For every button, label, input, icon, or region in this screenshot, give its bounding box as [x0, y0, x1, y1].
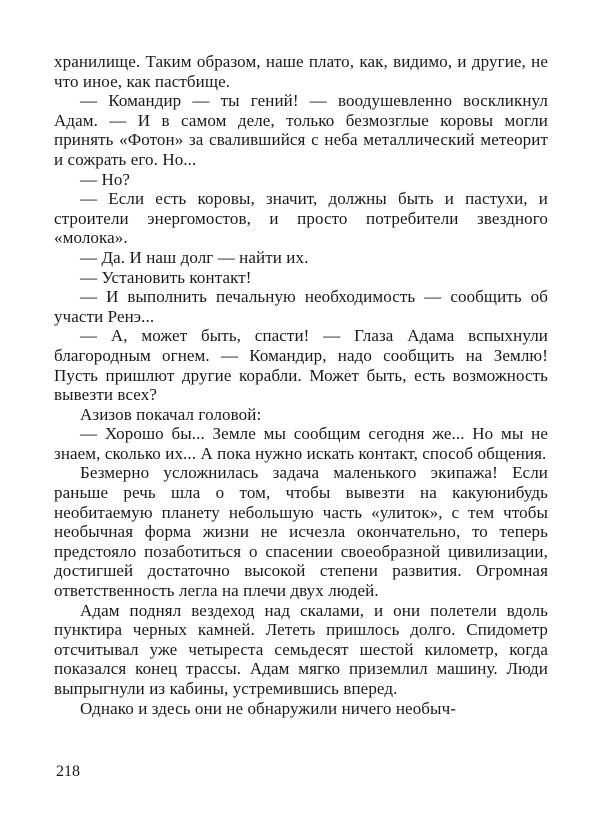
paragraph: Азизов покачал головой: [80, 404, 262, 424]
paragraph: Однако и здесь они не обнаружили ничего необыч- [80, 698, 456, 718]
paragraph: — Установить контакт! [80, 267, 252, 287]
paragraph: — И выполнить печальную необходимость — сообщить об участи Ренэ... [54, 287, 548, 326]
paragraph: — Командир — ты гений! — воодушевленно воскликнул Адам. — И в самом деле, только безмозглые коровы могли принять «Фотон» за свалившийся с неба металлический метеорит и сожрать его. Но... [54, 91, 548, 169]
paragraph: — А, может быть, спасти! — Глаза Адама вспыхнули благородным огнем. — Командир, надо сообщить на Землю! Пусть пришлют другие корабли. Может быть, есть возможность вывезти всех? [54, 326, 548, 405]
paragraph: Безмерно усложнилась задача маленького экипажа! Если раньше речь шла о том, чтобы вывезти на какуюнибудь необитаемую планету небольшую часть «улиток», с тем чтобы необычная форма жизни не исчезла окончательно, то теперь предстояло позаботиться о спасении своеобразной цивилизации, достигшей достаточно высокой степени развития. Огромная ответственность легла на плечи двух людей. [54, 463, 548, 601]
paragraph: — Если есть коровы, значит, должны быть и пастухи, и строители энергомостов, и просто потребители звездного «молока». [54, 189, 548, 248]
paragraph: Адам поднял вездеход над скалами, и они полетели вдоль пунктира черных камней. Лететь пришлось долго. Спидометр отсчитывал уже четыреста семьдесят шестой километр, когда показался конец трассы. Адам мягко приземлил машину. Люди выпрыгнули из кабины, устремившись вперед. [54, 600, 548, 698]
paragraph: — Да. И наш долг — найти их. [80, 247, 309, 267]
paragraph: хранилище. Таким образом, наше плато, как, видимо, и другие, не что иное, как пастбище. [54, 52, 548, 91]
page-number: 218 [56, 763, 80, 780]
page-body [54, 52, 548, 718]
paragraph: — Хорошо бы... Земле мы сообщим сегодня же... Но мы не знаем, сколько их... А пока нужно искать контакт, способ общения. [54, 424, 548, 463]
paragraph: — Но? [80, 169, 131, 189]
